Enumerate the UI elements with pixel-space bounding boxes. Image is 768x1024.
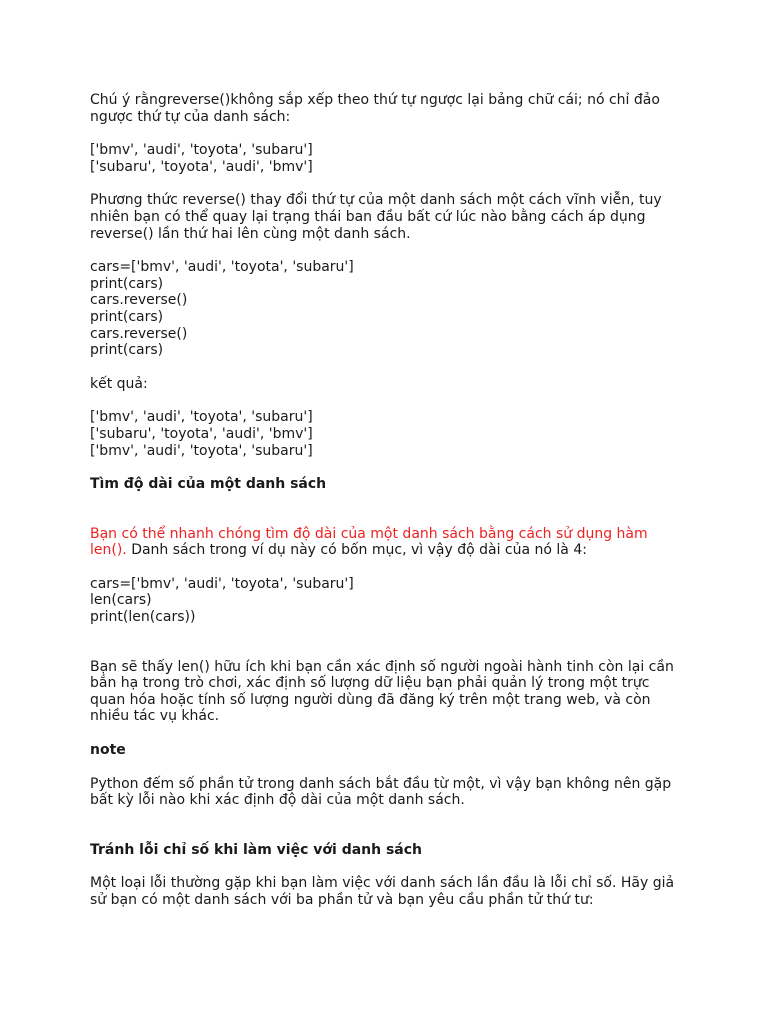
paragraph-reverse-permanent: Phương thức reverse() thay đổi thứ tự của một danh sách một cách vĩnh viễn, tuy nhiên bạn có thể quay lại trạng thái ban đầu bất cứ lúc nào bằng cách áp dụng reverse() lần thứ hai lên cùng một danh sách.	[90, 192, 662, 242]
paragraph-reverse-note: Chú ý rằngreverse()không sắp xếp theo thứ tự ngược lại bảng chữ cái; nó chỉ đảo ngược thứ tự của danh sách:	[90, 92, 660, 125]
code-block-len	[90, 576, 690, 626]
paragraph-index-error: Một loại lỗi thường gặp khi bạn làm việc với danh sách lần đầu là lỗi chỉ số. Hãy giả sử bạn có một danh sách với ba phần tử và bạn yêu cầu phần tử thứ tư:	[90, 875, 675, 908]
output-block-1	[90, 142, 690, 175]
highlighted-text: Bạn có thể nhanh chóng tìm độ dài của một danh sách bằng cách sử dụng hàm len().	[90, 525, 648, 559]
output-line: ['bmv', 'audi', 'toyota', 'subaru']	[90, 409, 313, 426]
paragraph-len-usage: Bạn sẽ thấy len() hữu ích khi bạn cần xác định số người ngoài hành tinh còn lại cần bắn hạ trong trò chơi, xác định số lượng dữ liệu bạn phải quản lý trong một trực quan hóa hoặc tính số lượng người dùng đã đăng ký trên một trang web, và còn nhiều tác vụ khác.	[90, 658, 674, 725]
section-heading-index-error: Tránh lỗi chỉ số khi làm việc với danh sách	[90, 841, 423, 858]
code-line: cars.reverse()	[90, 325, 188, 342]
code-block-reverse	[90, 259, 690, 359]
output-line: ['subaru', 'toyota', 'audi', 'bmv']	[90, 425, 313, 442]
code-line: cars=['bmv', 'audi', 'toyota', 'subaru']	[90, 259, 354, 276]
output-line: ['subaru', 'toyota', 'audi', 'bmv']	[90, 158, 313, 175]
result-label: kết quả:	[90, 375, 148, 392]
output-line: ['bmv', 'audi', 'toyota', 'subaru']	[90, 142, 313, 159]
code-line: print(cars)	[90, 308, 164, 325]
output-line: ['bmv', 'audi', 'toyota', 'subaru']	[90, 442, 313, 459]
paragraph-len-rest: Danh sách trong ví dụ này có bốn mục, vì vậy độ dài của nó là 4:	[126, 542, 587, 559]
code-line: len(cars)	[90, 592, 152, 609]
code-line: print(cars)	[90, 342, 164, 359]
paragraph-len-intro	[90, 526, 690, 559]
code-line: cars.reverse()	[90, 292, 188, 309]
section-heading-length: Tìm độ dài của một danh sách	[90, 476, 327, 493]
output-block-2	[90, 409, 690, 459]
code-line: cars=['bmv', 'audi', 'toyota', 'subaru']	[90, 575, 354, 592]
code-line: print(len(cars))	[90, 609, 196, 626]
document-page	[90, 92, 690, 909]
code-line: print(cars)	[90, 275, 164, 292]
note-heading: note	[90, 742, 126, 759]
paragraph-note: Python đếm số phần tử trong danh sách bắt đầu từ một, vì vậy bạn không nên gặp bất kỳ lỗi nào khi xác định độ dài của một danh sách.	[90, 775, 672, 809]
